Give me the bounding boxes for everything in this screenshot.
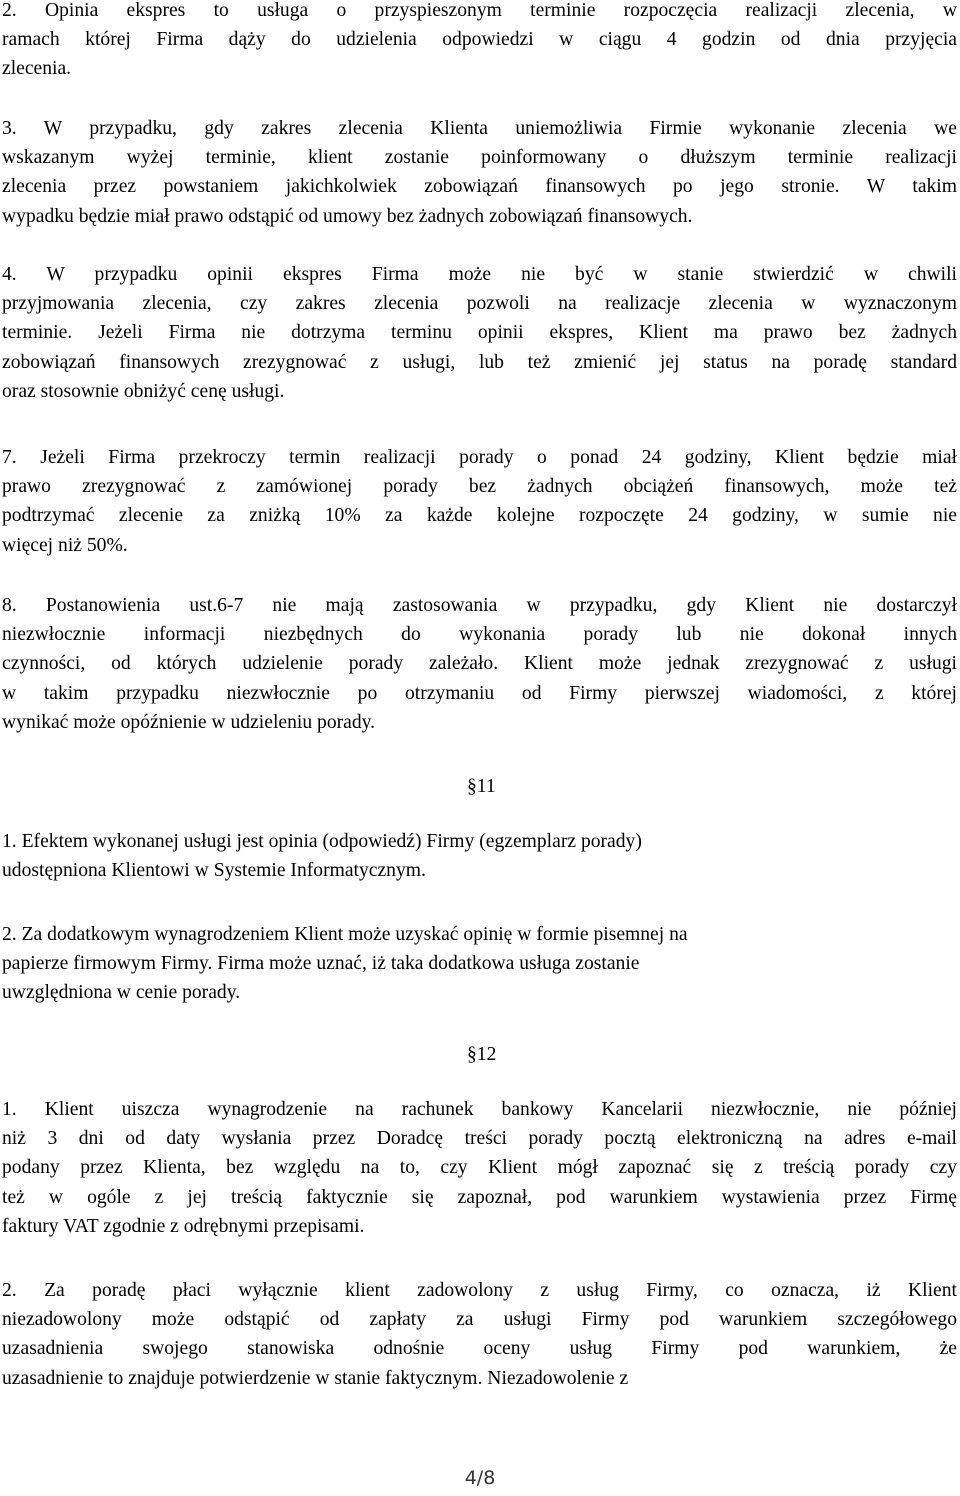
- paragraph-line: 7. Jeżeli Firma przekroczy termin realizacji porady o ponad 24 godziny, Klient będzie miał: [2, 447, 957, 468]
- paragraph-line: 1. Klient uiszcza wynagrodzenie na rachunek bankowy Kancelarii niezwłocznie, nie później: [2, 1099, 957, 1120]
- section-heading-11: §11: [467, 776, 496, 797]
- paragraph-line: też w ogóle z jej treścią faktycznie się zapoznał, pod warunkiem wystawienia przez Firmę: [2, 1186, 957, 1208]
- paragraph-line: wypadku będzie miał prawo odstąpić od umowy bez żadnych zobowiązań finansowych.: [2, 205, 693, 227]
- paragraph-line: więcej niż 50%.: [2, 534, 128, 556]
- paragraph-line: w takim przypadku niezwłocznie po otrzymaniu od Firmy pierwszej wiadomości, z której: [2, 682, 957, 704]
- paragraph-line: wynikać może opóźnienie w udzieleniu porady.: [2, 711, 376, 733]
- paragraph-line: uzasadnienie to znajduje potwierdzenie w stanie faktycznym. Niezadowolenie z: [2, 1367, 629, 1389]
- paragraph-line: 4. W przypadku opinii ekspres Firma może nie być w stanie stwierdzić w chwili: [2, 264, 957, 285]
- paragraph-line: 2. Za dodatkowym wynagrodzeniem Klient może uzyskać opinię w formie pisemnej na: [2, 924, 688, 945]
- section-12-paragraph-2: [2, 1276, 957, 1393]
- paragraph-line: prawo zrezygnować z zamówionej porady bez żadnych obciążeń finansowych, może też: [2, 476, 957, 498]
- paragraph-line: faktury VAT zgodnie z odrębnymi przepisami.: [2, 1215, 365, 1237]
- paragraph-8: [2, 591, 957, 737]
- paragraph-line: niezwłocznie informacji niezbędnych do wykonania porady lub nie dokonał innych: [2, 624, 957, 646]
- paragraph-3: [2, 114, 957, 231]
- paragraph-line: uwzględniona w cenie porady.: [2, 982, 241, 1004]
- paragraph-line: udostępniona Klientowi w Systemie Informatycznym.: [2, 860, 426, 882]
- paragraph-line: czynności, od których udzielenie porady zależało. Klient może jednak zrezygnować z usługi: [2, 653, 957, 675]
- page-number: 4/8: [464, 1467, 496, 1489]
- paragraph-line: podtrzymać zlecenie za zniżką 10% za każde kolejne rozpoczęte 24 godziny, w sumie nie: [2, 505, 957, 527]
- paragraph-line: 2. Za poradę płaci wyłącznie klient zadowolony z usług Firmy, co oznacza, iż Klient: [2, 1280, 957, 1301]
- paragraph-line: 1. Efektem wykonanej usługi jest opinia (odpowiedź) Firmy (egzemplarz porady): [2, 831, 642, 852]
- section-11-paragraph-2: [2, 920, 957, 1008]
- paragraph-line: oraz stosownie obniżyć cenę usługi.: [2, 380, 285, 402]
- paragraph-line: wskazanym wyżej terminie, klient zostanie poinformowany o dłuższym terminie realizacji: [2, 147, 957, 169]
- section-heading-12: §12: [467, 1044, 497, 1065]
- paragraph-line: 2. Opinia ekspres to usługa o przyspieszonym terminie rozpoczęcia realizacji zlecenia, w: [2, 0, 957, 21]
- paragraph-2: [2, 0, 957, 84]
- paragraph-line: terminie. Jeżeli Firma nie dotrzyma terminu opinii ekspres, Klient ma prawo bez żadnych: [2, 322, 957, 344]
- paragraph-line: zobowiązań finansowych zrezygnować z usługi, lub też zmienić jej status na poradę standard: [2, 351, 957, 373]
- paragraph-line: uzasadnienia swojego stanowiska odnośnie oceny usług Firmy pod warunkiem, że: [2, 1338, 957, 1360]
- paragraph-line: ramach której Firma dąży do udzielenia odpowiedzi w ciągu 4 godzin od dnia przyjęcia: [2, 29, 957, 51]
- section-11-paragraph-1: [2, 827, 957, 885]
- section-12-paragraph-1: [2, 1095, 957, 1241]
- paragraph-line: zlecenia przez powstaniem jakichkolwiek zobowiązań finansowych po jego stronie. W takim: [2, 176, 957, 198]
- paragraph-line: niż 3 dni od daty wysłania przez Doradcę treści porady pocztą elektroniczną na adres e-mail: [2, 1128, 957, 1150]
- paragraph-line: 3. W przypadku, gdy zakres zlecenia Klienta uniemożliwia Firmie wykonanie zlecenia we: [2, 118, 957, 139]
- paragraph-line: niezadowolony może odstąpić od zapłaty za usługi Firmy pod warunkiem szczegółowego: [2, 1309, 957, 1331]
- paragraph-line: zlecenia.: [2, 58, 72, 80]
- paragraph-line: podany przez Klienta, bez względu na to, czy Klient mógł zapoznać się z treścią porady czy: [2, 1157, 957, 1179]
- paragraph-line: przyjmowania zlecenia, czy zakres zlecenia pozwoli na realizacje zlecenia w wyznaczonym: [2, 293, 957, 315]
- paragraph-line: papierze firmowym Firmy. Firma może uznać, iż taka dodatkowa usługa zostanie: [2, 953, 640, 975]
- paragraph-7: [2, 443, 957, 560]
- paragraph-line: 8. Postanowienia ust.6-7 nie mają zastosowania w przypadku, gdy Klient nie dostarczył: [2, 595, 957, 616]
- paragraph-4: [2, 260, 957, 406]
